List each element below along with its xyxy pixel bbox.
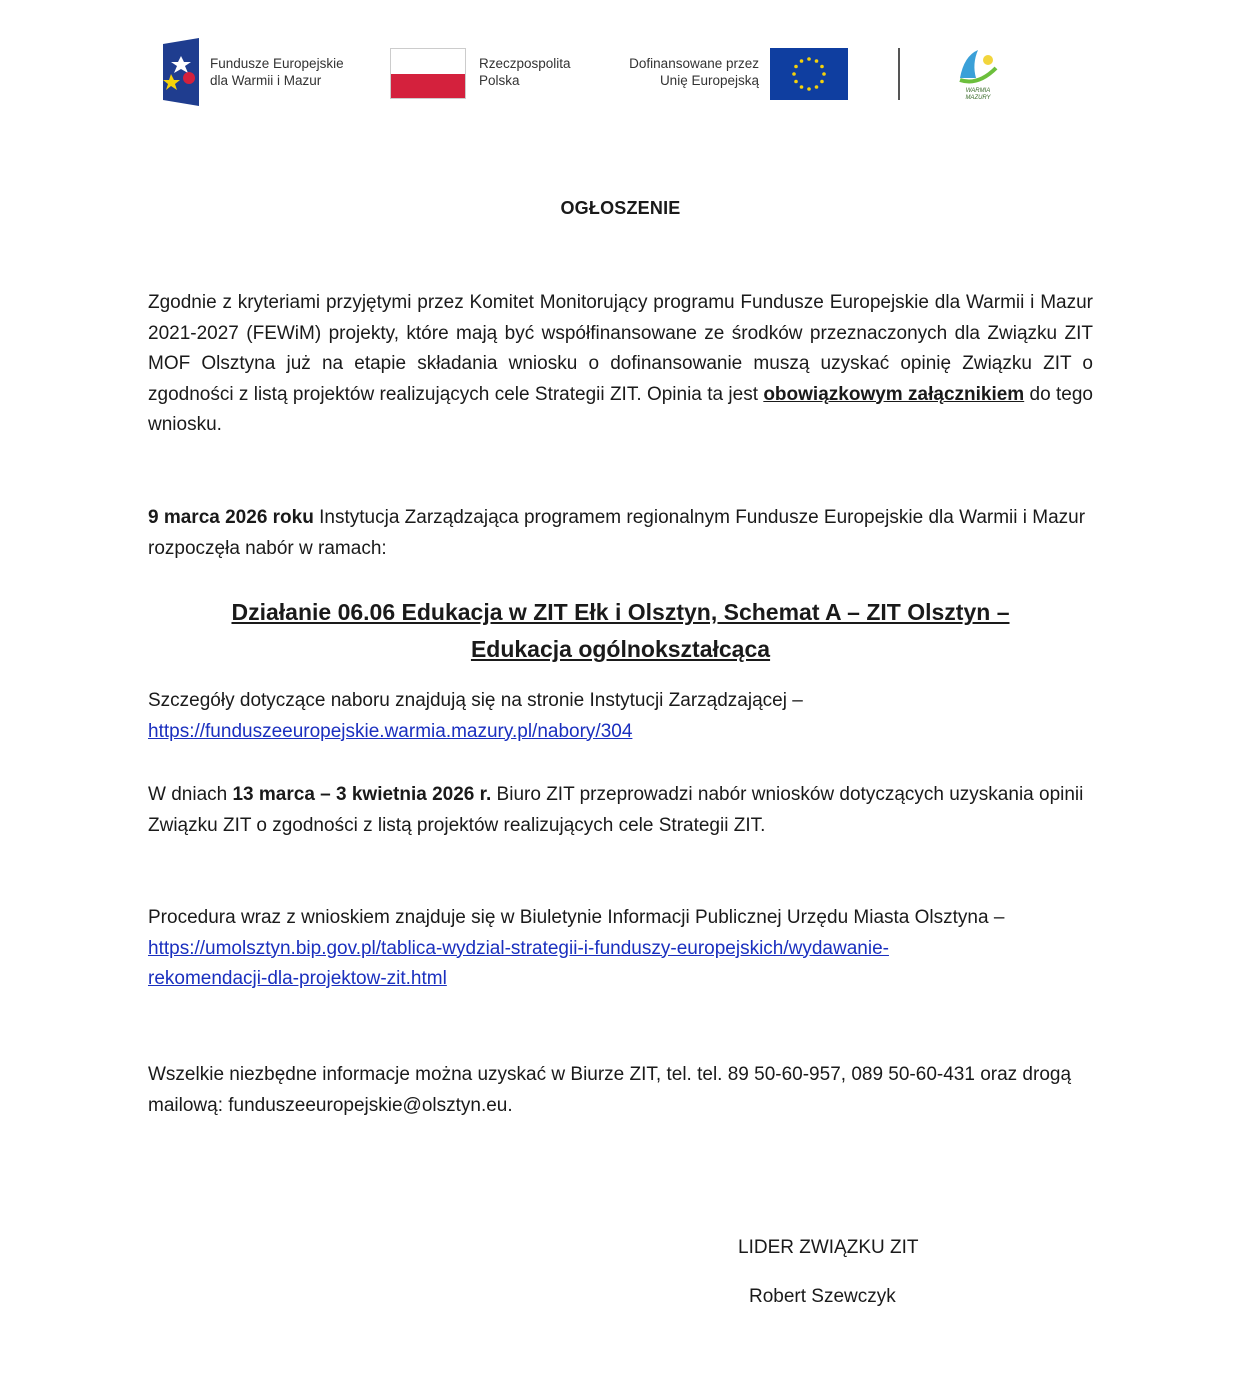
fe-logo-line1: Fundusze Europejskie [210,56,344,71]
logo-divider [898,48,900,100]
action-heading-line1: Działanie 06.06 Edukacja w ZIT Ełk i Olsztyn, Schemat A – ZIT Olsztyn – [231,599,1010,625]
action-heading [148,594,1093,668]
procedure-paragraph [148,903,1093,995]
recruitment-details-link[interactable]: https://funduszeeuropejskie.warmia.mazury.pl/nabory/304 [148,720,633,742]
contact-paragraph: Wszelkie niezbędne informacje można uzyskać w Biurze ZIT, tel. tel. 89 50-60-957, 089 50-60-431 oraz drogą mailową: funduszeeuropejskie@olsztyn.eu. [148,1064,1072,1116]
eu-star-icon [820,80,824,84]
pl-logo-line1: Rzeczpospolita [479,56,571,71]
pl-logo-line2: Polska [479,73,520,88]
eu-star-icon [800,85,804,89]
eu-star-icon [800,59,804,63]
announcement-paragraph [148,503,1093,564]
document-title: OGŁOSZENIE [560,198,681,218]
details-paragraph [148,686,1093,747]
mandatory-attachment-emphasis: obowiązkowym załącznikiem [763,383,1025,405]
pl-logo-text [479,55,571,89]
eu-star-icon [794,65,798,69]
eu-flag-icon [770,48,848,100]
eu-star-icon [822,72,826,76]
eu-star-icon [820,65,824,69]
schedule-prefix: W dniach [148,784,233,805]
announcement-date: 9 marca 2026 roku [148,507,314,528]
logo-bar [0,36,1241,108]
action-heading-line2: Edukacja ogólnokształcąca [470,636,771,662]
schedule-paragraph [148,780,1093,841]
eu-star-icon [792,72,796,76]
fe-logo-text [210,55,344,89]
eu-star-icon [794,80,798,84]
fe-emblem-icon [163,38,199,106]
details-text: Szczegóły dotyczące naboru znajdują się na stronie Instytucji Zarządzającej – [148,690,803,711]
procedure-link[interactable] [148,938,889,990]
procedure-text: Procedura wraz z wnioskiem znajduje się w Biuletynie Informacji Publicznej Urzędu Miasta Olsztyna – [148,907,1005,928]
eu-logo-text [613,55,759,89]
signature-role: LIDER ZWIĄZKU ZIT [738,1237,919,1258]
intro-text-end: do tego wniosku. [148,383,1094,435]
polish-flag-icon [390,48,466,99]
eu-star-icon [815,85,819,89]
procedure-link-line1[interactable]: https://umolsztyn.bip.gov.pl/tablica-wydzial-strategii-i-funduszy-europejskich/wydawanie- [148,937,889,959]
signature-name: Robert Szewczyk [749,1286,896,1307]
wm-logo-line2: MAZURY [965,95,991,101]
eu-star-icon [807,57,811,61]
procedure-link-line2[interactable]: rekomendacji-dla-projektow-zit.html [148,968,447,989]
intro-paragraph [148,288,1093,441]
announcement-text: Instytucja Zarządzająca programem regionalnym Fundusze Europejskie dla Warmii i Mazur rozpoczęła nabór w ramach: [148,507,1086,559]
warmia-mazury-logo-icon [950,46,1006,102]
fe-logo-line2: dla Warmii i Mazur [210,73,322,88]
eu-logo-line1: Dofinansowane przez [629,56,759,71]
wm-logo-line1: WARMIA [965,88,991,94]
eu-star-icon [807,87,811,91]
schedule-text: Biuro ZIT przeprowadzi nabór wniosków dotyczących uzyskania opinii Związku ZIT o zgodności z listą projektów realizujących cele Strategii ZIT. [148,784,1084,836]
eu-logo-line2: Unię Europejską [659,73,759,88]
eu-star-icon [815,59,819,63]
schedule-dates: 13 marca – 3 kwietnia 2026 r. [232,784,492,805]
intro-text: Zgodnie z kryteriami przyjętymi przez Komitet Monitorujący programu Fundusze Europejskie dla Warmii i Mazur 2021-2027 (FEWiM) projekty, które mają być współfinansowane ze środków przeznaczonych dla Związku ZIT MOF Olsztyna już na etapie składania wniosku o dofinansowanie muszą uzyskać opinię Związku ZIT o zgodności z listą projektów realizujących cele Strategii ZIT. Opinia ta jest [148,292,1093,405]
